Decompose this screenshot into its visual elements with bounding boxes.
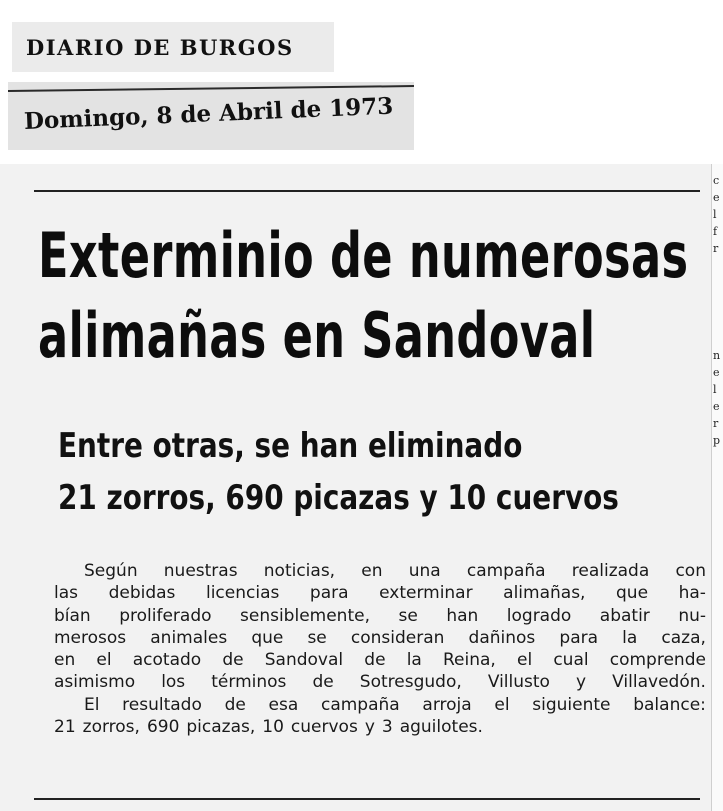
body-word: términos	[211, 672, 287, 693]
body-word: en	[54, 650, 76, 671]
body-word: que	[251, 627, 284, 648]
edge-fragment: e	[713, 191, 720, 204]
body-line	[54, 694, 706, 716]
body-word: de	[364, 650, 386, 671]
body-word: Villavedón.	[612, 672, 706, 693]
body-word: debidas	[108, 583, 176, 604]
date-clipping	[8, 82, 414, 150]
body-word: abatir	[599, 605, 650, 626]
body-word: aguilotes.	[399, 717, 483, 738]
subheadline-line: Entre otras, se han eliminado	[58, 426, 523, 466]
headline-line: Exterminio de numerosas	[38, 219, 689, 292]
body-word: con	[675, 561, 706, 581]
body-word: comprende	[609, 650, 706, 671]
body-word: las	[54, 583, 78, 604]
headline-line: alimañas en Sandoval	[38, 299, 596, 372]
edge-fragment: l	[713, 383, 717, 396]
body-word: una	[408, 561, 441, 581]
body-word: de	[312, 672, 334, 693]
body-word: El	[84, 694, 100, 715]
body-line	[54, 716, 706, 738]
body-word: 3	[381, 717, 393, 738]
edge-fragment: l	[713, 208, 717, 221]
edge-fragment: n	[713, 349, 721, 362]
body-word: Sotresgudo,	[359, 672, 462, 693]
body-word: para	[309, 583, 349, 604]
edge-fragment: p	[713, 434, 721, 447]
body-word: ha-	[678, 583, 706, 604]
edge-fragment: c	[713, 174, 720, 187]
headline	[38, 216, 704, 376]
subheadline-line: 21 zorros, 690 picazas y 10 cuervos	[58, 478, 619, 518]
body-word: 10	[262, 717, 284, 738]
body-word: en	[361, 561, 383, 581]
body-line	[54, 627, 706, 649]
body-word: los	[161, 672, 186, 693]
body-word: balance:	[633, 694, 706, 715]
body-word: zorros,	[82, 717, 140, 738]
body-word: han	[446, 605, 479, 626]
body-word: el	[516, 650, 533, 671]
publication-date: Domingo, 8 de Abril de 1973	[23, 92, 394, 135]
body-word: Sandoval	[264, 650, 344, 671]
body-word: acotado	[132, 650, 202, 671]
body-word: arroja	[422, 694, 472, 715]
body-line	[54, 605, 706, 627]
body-word: exterminar	[379, 583, 473, 604]
masthead-clipping	[12, 22, 334, 72]
newspaper-title: DIARIO DE BURGOS	[26, 34, 294, 60]
body-word: Según	[84, 561, 138, 581]
bottom-rule	[34, 798, 700, 800]
body-word: y	[576, 672, 587, 693]
body-word: 21	[54, 717, 76, 738]
body-word: nuestras	[163, 561, 238, 581]
body-word: licencias	[205, 583, 280, 604]
body-word: siguiente	[532, 694, 611, 715]
body-word: esa	[268, 694, 299, 715]
body-word: se	[398, 605, 418, 626]
edge-fragment: r	[713, 417, 719, 430]
body-word: resultado	[122, 694, 202, 715]
body-word: bían	[54, 605, 91, 626]
body-word: cual	[553, 650, 589, 671]
body-line	[54, 560, 706, 582]
body-word: campaña	[320, 694, 400, 715]
edge-fragment: f	[713, 225, 718, 238]
body-word: el	[96, 650, 112, 671]
body-word: la	[622, 627, 638, 648]
body-word: alimañas,	[503, 583, 586, 604]
date-rule	[8, 85, 414, 92]
body-word: 690	[146, 717, 180, 738]
body-word: nu-	[678, 605, 706, 626]
subheadline	[58, 420, 619, 524]
edge-fragment: e	[713, 400, 720, 413]
body-word: Villusto	[487, 672, 550, 693]
body-line	[54, 582, 706, 604]
body-word: asimismo	[54, 672, 136, 693]
article-clipping	[0, 164, 723, 811]
body-word: para	[559, 627, 599, 648]
body-word: se	[307, 627, 327, 648]
article-body	[54, 560, 706, 738]
body-word: Reina,	[443, 650, 496, 671]
body-word: sensiblemente,	[240, 605, 370, 626]
body-word: cuervos	[290, 717, 358, 738]
body-word: de	[224, 694, 246, 715]
body-word: dañinos	[468, 627, 536, 648]
body-line	[54, 649, 706, 671]
adjacent-column-fragments	[713, 172, 720, 449]
body-word: el	[494, 694, 510, 715]
body-word: la	[406, 650, 422, 671]
body-word: animales	[150, 627, 228, 648]
body-word: noticias,	[263, 561, 336, 581]
body-word: realizada	[571, 561, 650, 581]
body-word: proliferado	[119, 605, 212, 626]
body-word: de	[222, 650, 244, 671]
edge-fragment: r	[713, 242, 719, 255]
top-rule	[34, 190, 700, 192]
body-word: que	[616, 583, 649, 604]
body-word: campaña	[466, 561, 546, 581]
edge-fragment: e	[713, 366, 720, 379]
body-word: consideran	[350, 627, 445, 648]
body-word: y	[364, 717, 375, 738]
body-word: caza,	[661, 627, 706, 648]
body-line	[54, 671, 706, 693]
body-word: merosos	[54, 627, 127, 648]
body-word: picazas,	[186, 717, 256, 738]
body-word: logrado	[506, 605, 572, 626]
